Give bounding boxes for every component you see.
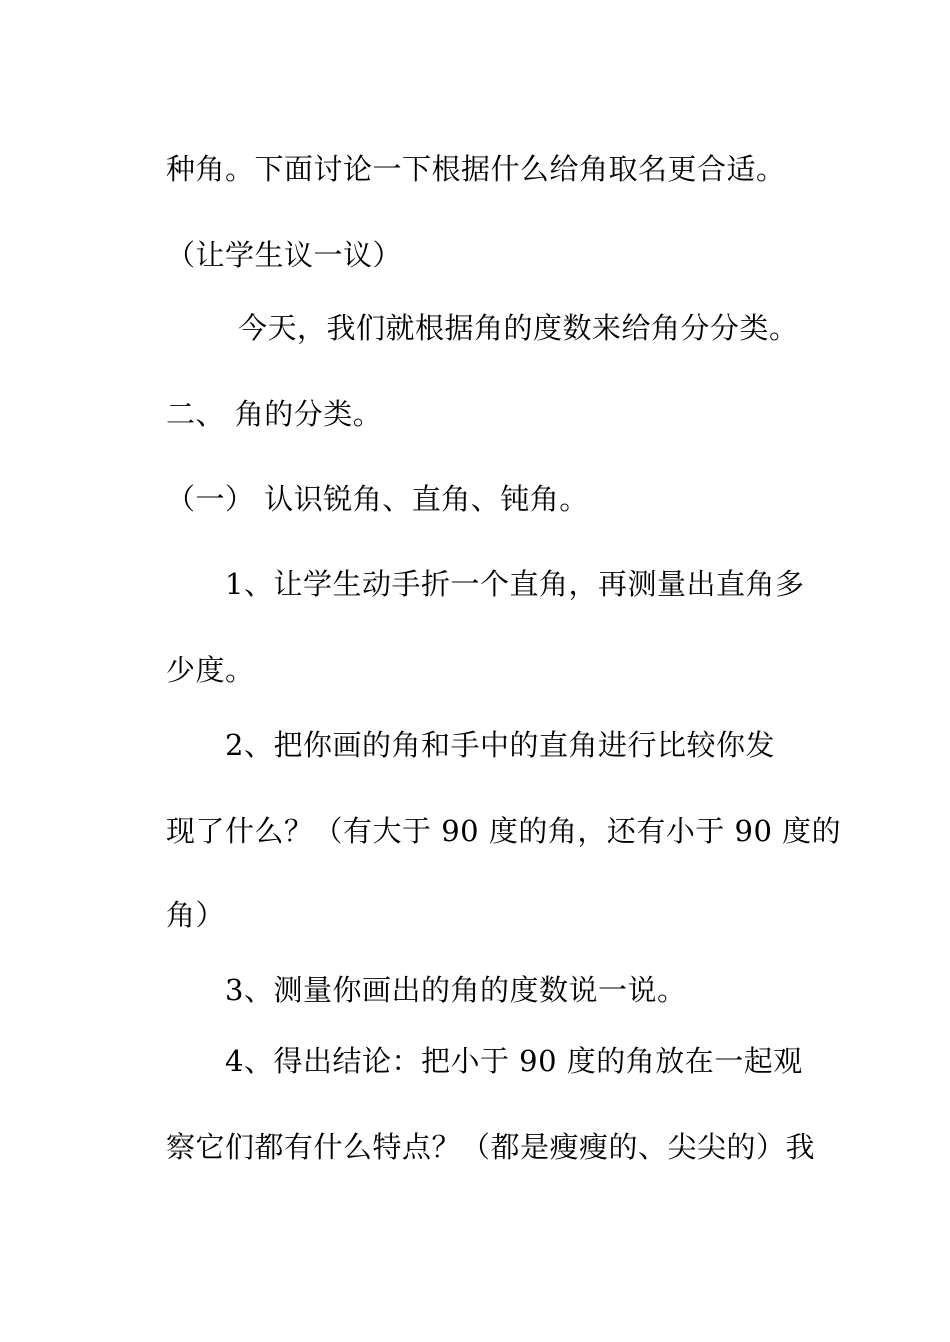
- text-line: （让学生议一议）: [166, 238, 403, 272]
- text-line: 现了什么？（有大于 90 度的角，还有小于 90 度的: [166, 814, 842, 848]
- text-line: 1、让学生动手折一个直角，再测量出直角多: [225, 567, 805, 601]
- text-line: 少度。: [166, 653, 255, 687]
- subsection-heading: （一） 认识锐角、直角、钝角。: [166, 482, 589, 516]
- text-line: 4、得出结论：把小于 90 度的角放在一起观: [225, 1044, 803, 1078]
- text-line: 2、把你画的角和手中的直角进行比较你发: [225, 728, 775, 762]
- section-heading: 二、 角的分类。: [166, 397, 383, 431]
- text-line: 察它们都有什么特点？（都是瘦瘦的、尖尖的）我: [166, 1130, 816, 1164]
- text-line: 3、测量你画出的角的度数说一说。: [225, 973, 687, 1007]
- text-line: 角）: [166, 898, 226, 932]
- text-line: 种角。下面讨论一下根据什么给角取名更合适。: [166, 152, 786, 186]
- text-line: 今天，我们就根据角的度数来给角分分类。: [238, 311, 799, 345]
